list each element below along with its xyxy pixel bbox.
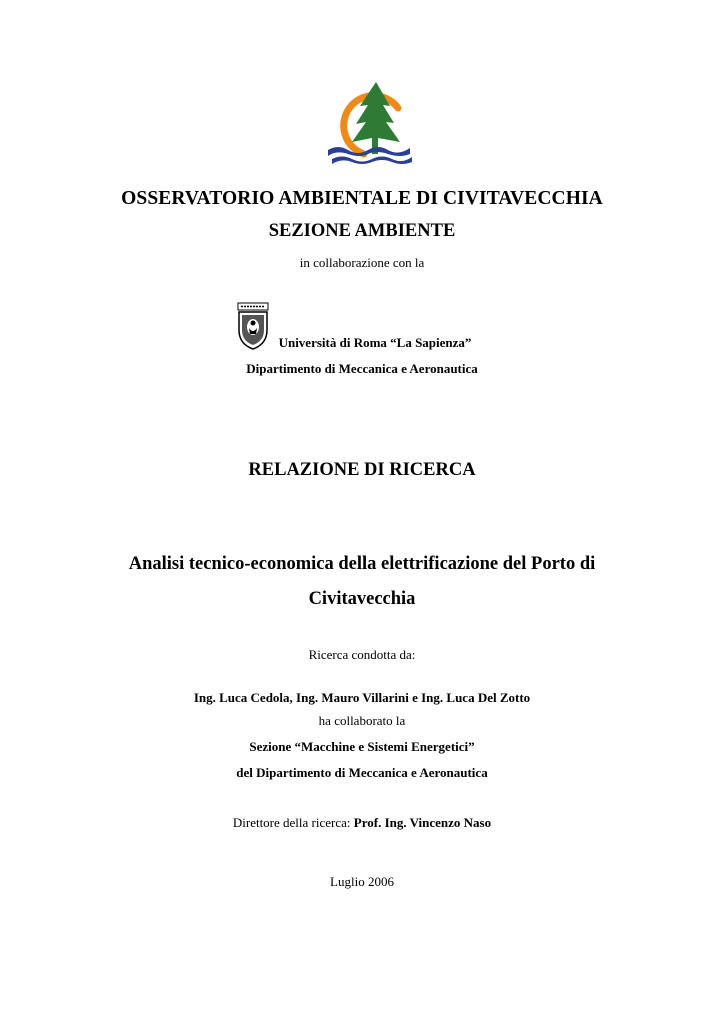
conducted-by-label: Ricerca condotta da: [308, 647, 416, 662]
director-label: Direttore della ricerca: [232, 815, 354, 830]
section-department: del Dipartimento di Meccanica e Aeronautica [236, 765, 488, 780]
university-department: Dipartimento di Meccanica e Aeronautica [246, 361, 478, 376]
university-name: Università di Roma “La Sapienza” [278, 335, 472, 350]
director-name: Prof. Ing. Vincenzo Naso [353, 815, 492, 830]
authors: Ing. Luca Cedola, Ing. Mauro Villarini e Ing. Luca Del Zotto [193, 690, 531, 705]
report-title-line1: Analisi tecnico-economica della elettrificazione del Porto di [128, 554, 596, 574]
org-title: OSSERVATORIO AMBIENTALE DI CIVITAVECCHIA [121, 188, 603, 209]
collaboration-text: in collaborazione con la [299, 255, 425, 270]
report-date: Luglio 2006 [330, 874, 394, 889]
section-name: Sezione “Macchine e Sistemi Energetici” [249, 739, 475, 754]
collaborated-label: ha collaborato la [318, 713, 406, 728]
director-line [0, 815, 724, 831]
report-type: RELAZIONE DI RICERCA [248, 460, 476, 480]
report-title-line2: Civitavecchia [308, 589, 416, 609]
section-title: SEZIONE AMBIENTE [268, 221, 456, 241]
observatory-logo-icon [324, 80, 416, 168]
